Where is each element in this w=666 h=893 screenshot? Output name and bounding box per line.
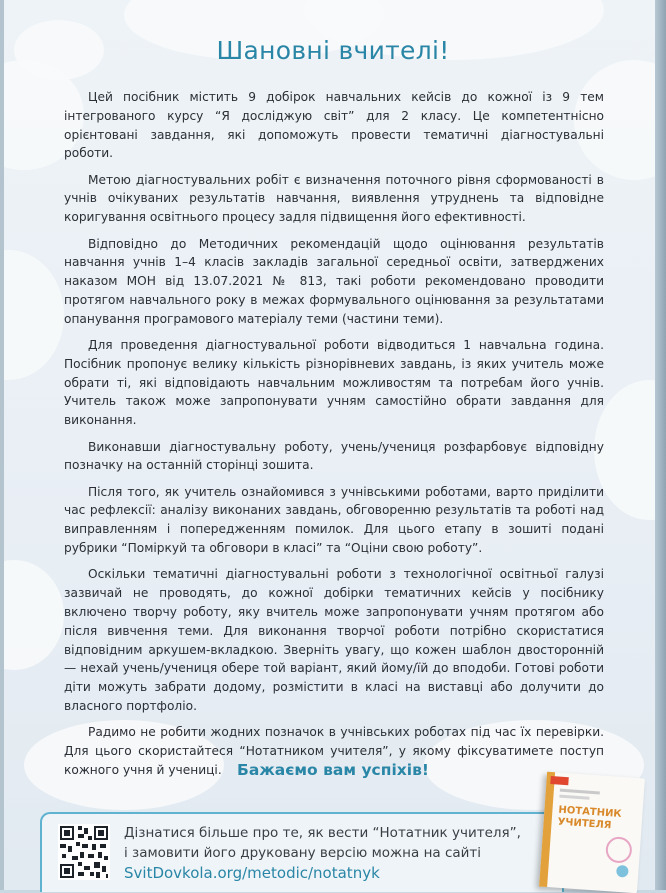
book-text-line <box>560 789 600 795</box>
book-title-line: УЧИТЕЛЯ <box>557 816 612 832</box>
page-title: Шановні вчителі! <box>216 36 450 65</box>
info-text <box>124 823 544 883</box>
paragraph: Оскільки тематичні діагностувальні роботи з технологічної освітньої галузі зазвичай не проводять, до кожної добірки тематичних кейсів у посібнику включено творчу роботу, яку вчитель може запропонувати учням протягом або після вивчення теми. Для виконання творчої роботи потрібно скористатися відповідним аркушем-вкладкою. Зверніть увагу, що кожен шаблон двосторонній — нехай учень/учениця обере той варіант, який йому/їй до вподоби. Готові роботи діти можуть забрати додому, розмістити в класі на виставці або долучити до власного портфоліо. <box>64 567 604 713</box>
website-link[interactable]: SvitDovkola.org/metodic/notatnyk <box>124 864 380 882</box>
book-badge <box>550 776 569 785</box>
qr-code-icon[interactable] <box>58 824 110 880</box>
paragraph: Радимо не робити жодних позначок в учнівських роботах під час їх перевірки. Для цього скористайтеся “Нотатником учителя”, у якому фіксуватимете поступ кожного учня й учениці. <box>64 725 604 777</box>
paragraph: Для проведення діагностувальної роботи відводиться 1 навчальна година. Посібник пропонує велику кількість різнорівневих завдань, із яких учитель може обрати ті, які відповідають навчальним можливостям та потребам його учнів. Учитель також може запропонувати учням самостійно обрати завдання для виконання. <box>64 338 604 428</box>
paragraph: Цей посібник містить 9 добірок навчальних кейсів до кожної із 9 тем інтегрованого курсу “Я досліджую світ” для 2 класу. Це компетентнісно орієнтовані завдання, які допоможуть провести тематичні діагностувальні роботи. <box>64 90 604 161</box>
notebook-cover-image <box>539 772 645 893</box>
cloud-decoration <box>4 560 64 670</box>
paragraph: Виконавши діагностувальну роботу, учень/учениця розфарбовує відповідну позначку на останній сторінці зошита. <box>64 439 604 473</box>
page-right-edge <box>655 0 666 890</box>
book-title-line: НОТАТНИК <box>558 804 622 821</box>
info-line: і замовити його друковану версію можна на сайті <box>124 845 482 861</box>
info-line: Дізнатися більше про те, як вести “Нотатник учителя”, <box>124 825 521 841</box>
book-text-line <box>559 795 589 800</box>
paragraph: Відповідно до Методичних рекомендацій щодо оцінювання результатів навчання учнів 1–4 класів закладів загальної середньої освіти, затверджених наказом МОН від 13.07.2021 № 813, такі роботи рекомендовано проводити протягом навчального року в межах формувального оцінювання за результатами опанування програмового матеріалу теми (частини теми). <box>64 236 604 326</box>
book-decoration <box>605 836 633 864</box>
closing-wish: Бажаємо вам успіхів! <box>237 761 429 779</box>
book-title <box>557 805 629 834</box>
paragraph: Метою діагностувальних робіт є визначення поточного рівня сформованості в учнів очікуваних результатів навчання, виявлення утруднень та відповідне коригування освітнього процесу задля підвищення його ефективності. <box>64 172 604 225</box>
paragraph: Після того, як учитель ознайомився з учнівськими роботами, варто приділити час рефлексії: аналізу виконаних завдань, обговоренню результатів та роботі над виправленням і попередженням помилок. Для цього етапу в зошиті подані рубрики “Поміркуй та обговори в класі” та “Оціни свою роботу”. <box>64 484 604 556</box>
cloud-decoration <box>4 250 64 380</box>
book-decoration <box>616 865 629 878</box>
body-text <box>64 88 604 787</box>
